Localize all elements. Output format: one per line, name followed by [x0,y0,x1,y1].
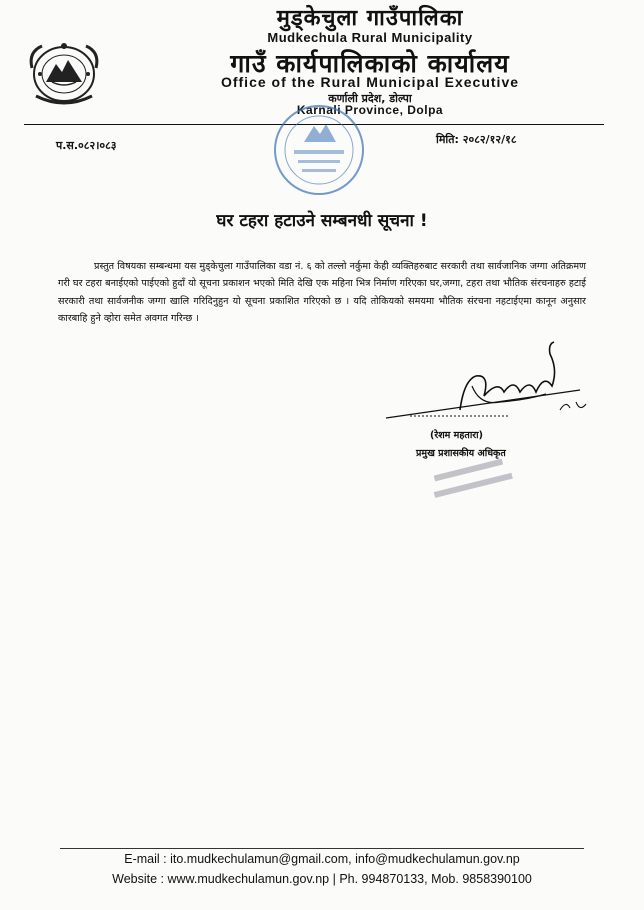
signatory-name: (रेशम महतारा) [430,430,483,441]
issue-date: मिति: २०८२/१२/१८ [436,133,517,146]
municipality-name-nepali: मुड्केचुला गाउँपालिका [276,6,464,31]
designation-stamp-icon [428,450,520,510]
nepal-emblem-icon [26,38,102,108]
footer-website-phone: Website : www.mudkechulamun.gov.np | Ph. 994870133, Mob. 9858390100 [112,872,532,886]
footer-divider [60,848,584,849]
office-stamp-icon [264,102,374,200]
footer-email: E-mail : ito.mudkechulamun@gmail.com, info@mudkechulamun.gov.np [124,852,520,866]
province-nepali: कर्णाली प्रदेश, डोल्पा [328,92,412,105]
office-name-english: Office of the Rural Municipal Executive [220,74,520,90]
municipality-name-english: Mudkechula Rural Municipality [267,30,473,45]
province-english: Karnali Province, Dolpa [296,103,444,117]
notice-paragraph: प्रस्तुत विषयका सम्बन्धमा यस मुड्केचुला गाउँपालिका वडा नं. ६ को तल्लो नर्कुमा केही व्यक्तिहरुबाट सरकारी तथा सार्वजानिक जग्गा अतिक्रमण गरी घर टहरा बनाईएको पाईएको हुदाँ यो सूचना प्रकाशन भएको मिति देखि एक महिना भित्र निर्माण गरिएका घर,जग्गा, टहरा तथा भौतिक संरचनाहरु हटाई सरकारी तथा सार्वजनीक जग्गा खालि गरिदिनुहुन यो सूचना प्रकाशित गरिएको छ । यदि तोकियको समयमा भौतिक संरचना नहटाईएमा कानून अनुसार कारबाहि हुने व्होरा समेत अवगत गरिन्छ । [58,261,586,325]
notice-body [58,258,586,328]
office-name-nepali: गाउँ कार्यपालिकाको कार्यालय [230,49,510,78]
signatory-title: प्रमुख प्रशासकीय अधिकृत [416,448,506,459]
notice-title: घर टहरा हटाउने सम्बनधी सूचना ! [216,211,428,231]
reference-number: प.स.०८२।०८३ [56,139,117,152]
signature-icon [380,340,600,430]
